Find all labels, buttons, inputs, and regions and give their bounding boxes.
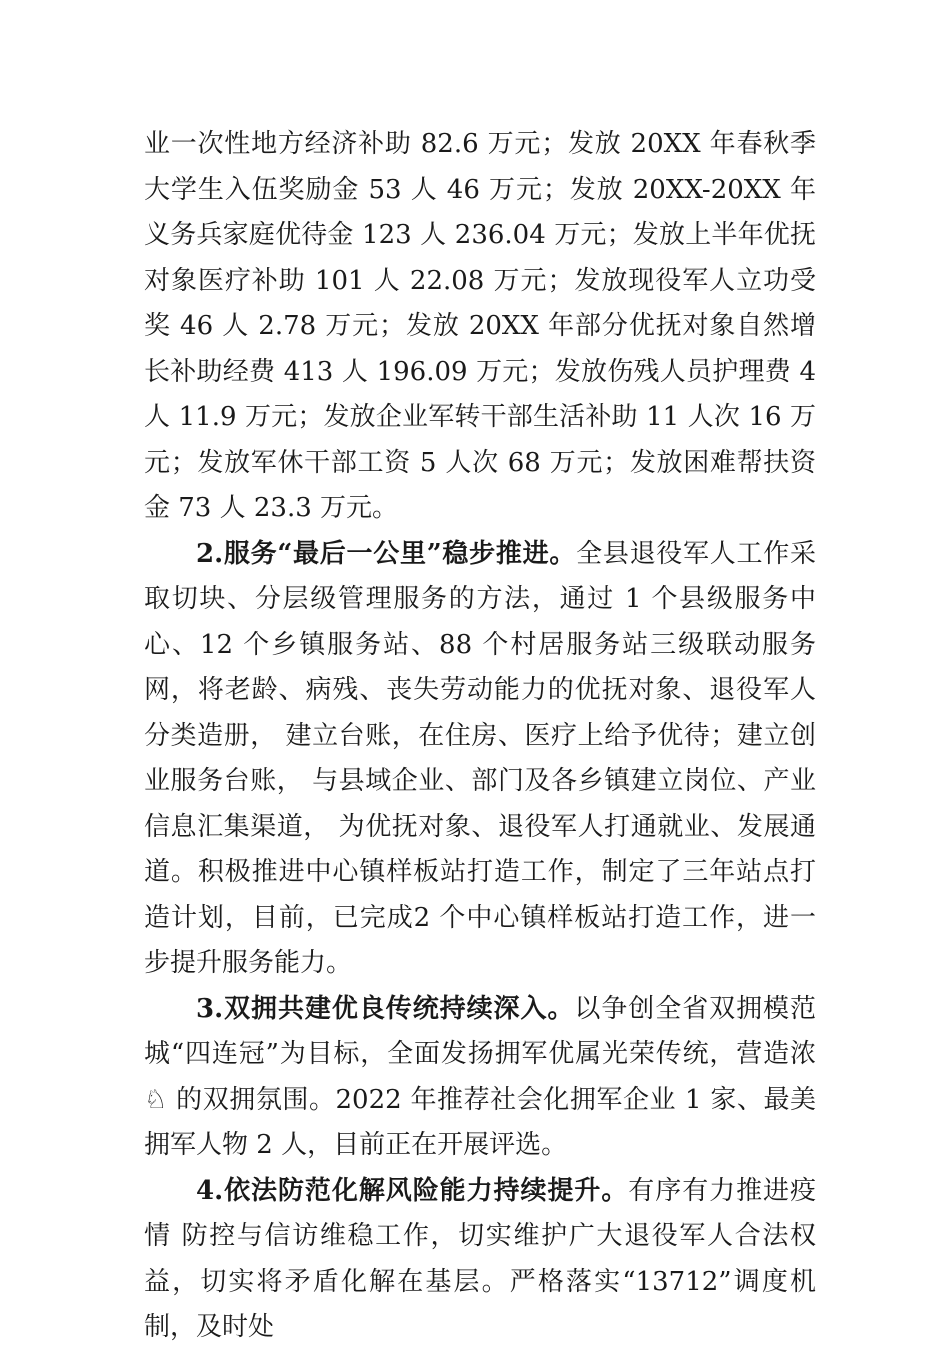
paragraph-body: 有序有力推进疫情 防控与信访维稳工作，切实维护广大退役军人合法权益，切实将矛盾化解在基层。严格落实“13712”调度机制，及时处 [144,1175,816,1342]
paragraph-body: 全县退役军人工作采取切块、分层级管理服务的方法，通过 1 个县级服务中心、12 个乡镇服务站、88 个村居服务站三级联动服务网，将老龄、病残、丧失劳动能力的优抚对象、退役军人分类造册， 建立台账，在住房、医疗上给予优待；建立创业服务台账， 与县域企业、部门及各乡镇建立岗位、产业信息汇集渠道， 为优抚对象、退役军人打通就业、发展通道。积极推进中心镇样板站打造工作，制定了三年站点打造计划，目前，已完成2 个中心镇样板站打造工作，进一步提升服务能力。 [144,538,816,978]
paragraph-body: 以争创全省双拥模范城“四连冠”为目标，全面发扬拥军优属光荣传统，营造浓♘ 的双拥氛围。2022 年推荐社会化拥军企业 1 家、最美拥军人物 2 人，目前正在开展评选。 [144,993,816,1160]
paragraph-subsidy-list [144,122,816,532]
paragraph-double-support [144,987,816,1169]
paragraph-heading: 3.双拥共建优良传统持续深入。 [196,993,575,1024]
paragraph-heading: 2.服务“最后一公里”稳步推进。 [196,538,577,569]
document-body [144,122,816,1351]
paragraph-heading: 4.依法防范化解风险能力持续提升。 [196,1175,629,1206]
paragraph-body: 业一次性地方经济补助 82.6 万元；发放 20XX 年春秋季大学生入伍奖励金 53 人 46 万元；发放 20XX-20XX 年义务兵家庭优待金 123 人 236.04 万元；发放上半年优抚对象医疗补助 101 人 22.08 万元；发放现役军人立功受奖 46 人 2.78 万元；发放 20XX 年部分优抚对象自然增长补助经费 413 人 196.09 万元；发放伤残人员护理费 4 人 11.9 万元；发放企业军转干部生活补助 11 人次 16 万元；发放军休干部工资 5 人次 68 万元；发放困难帮扶资金 73 人 23.3 万元。 [144,129,816,523]
paragraph-service-last-mile [144,532,816,987]
paragraph-risk-prevention [144,1169,816,1351]
